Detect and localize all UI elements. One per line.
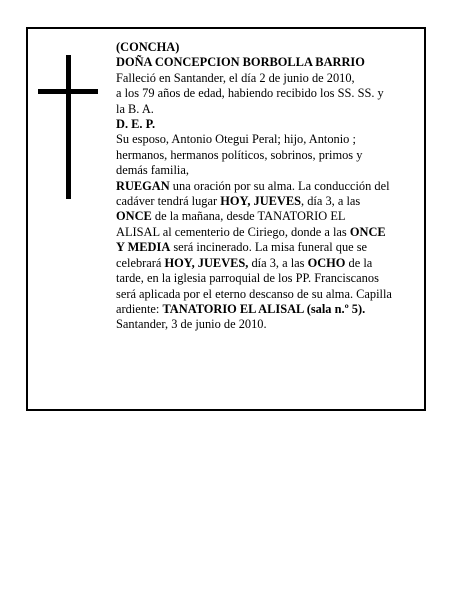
request-line <box>116 302 422 317</box>
request-line: será aplicada por el eterno descanso de su alma. Capilla <box>116 286 392 301</box>
family-line: hermanos, hermanos políticos, sobrinos, primos y <box>116 147 363 162</box>
request-line <box>116 240 422 255</box>
request-line <box>116 179 422 194</box>
text-span: cadáver tendrá lugar <box>116 194 221 209</box>
request-line <box>116 209 422 224</box>
death-line: Falleció en Santander, el día 2 de junio de 2010, <box>116 70 355 85</box>
emphasis: Y MEDIA <box>116 240 171 255</box>
dep-text: D. E. P. <box>116 117 156 132</box>
request-line: tarde, en la iglesia parroquial de los PP. Franciscanos <box>116 271 379 286</box>
family-line: demás familia, <box>116 163 189 178</box>
text-span: será incinerado. La misa funeral que se <box>170 240 368 255</box>
ruegan-label: RUEGAN <box>116 178 170 193</box>
text-span: ALISAL al cementerio de Ciriego, donde a las <box>116 224 350 239</box>
cross-vertical-bar <box>66 55 71 199</box>
text-span: de la mañana, desde TANATORIO EL <box>151 209 346 224</box>
deceased-name: DOÑA CONCEPCION BORBOLLA BARRIO <box>116 55 365 70</box>
family-line: Su esposo, Antonio Otegui Peral; hijo, Antonio ; <box>116 132 356 147</box>
death-line: la B. A. <box>116 101 154 116</box>
emphasis: ONCE <box>116 209 152 224</box>
emphasis: HOY, JUEVES <box>220 194 302 209</box>
text-span: celebrará <box>116 255 165 270</box>
request-line <box>116 256 422 271</box>
emphasis: ONCE <box>349 224 386 239</box>
obituary-notice <box>26 27 426 411</box>
tanatorio-location: TANATORIO EL ALISAL (sala n.º 5). <box>162 301 366 316</box>
emphasis: OCHO <box>307 255 346 270</box>
emphasis: HOY, JUEVES, <box>164 255 249 270</box>
text-span: de la <box>345 255 373 270</box>
text-span: , día 3, a las <box>301 194 361 209</box>
text-span: ardiente: <box>116 301 163 316</box>
text-span: una oración por su alma. La conducción del <box>169 178 390 193</box>
closing-date: Santander, 3 de junio de 2010. <box>116 317 267 332</box>
request-line <box>116 194 422 209</box>
death-line: a los 79 años de edad, habiendo recibido los SS. SS. y <box>116 86 384 101</box>
cross-horizontal-bar <box>38 89 98 94</box>
cross-icon <box>38 55 98 199</box>
request-line <box>116 225 422 240</box>
nickname: (CONCHA) <box>116 40 180 54</box>
text-span: día 3, a las <box>248 255 308 270</box>
notice-body <box>116 40 422 333</box>
